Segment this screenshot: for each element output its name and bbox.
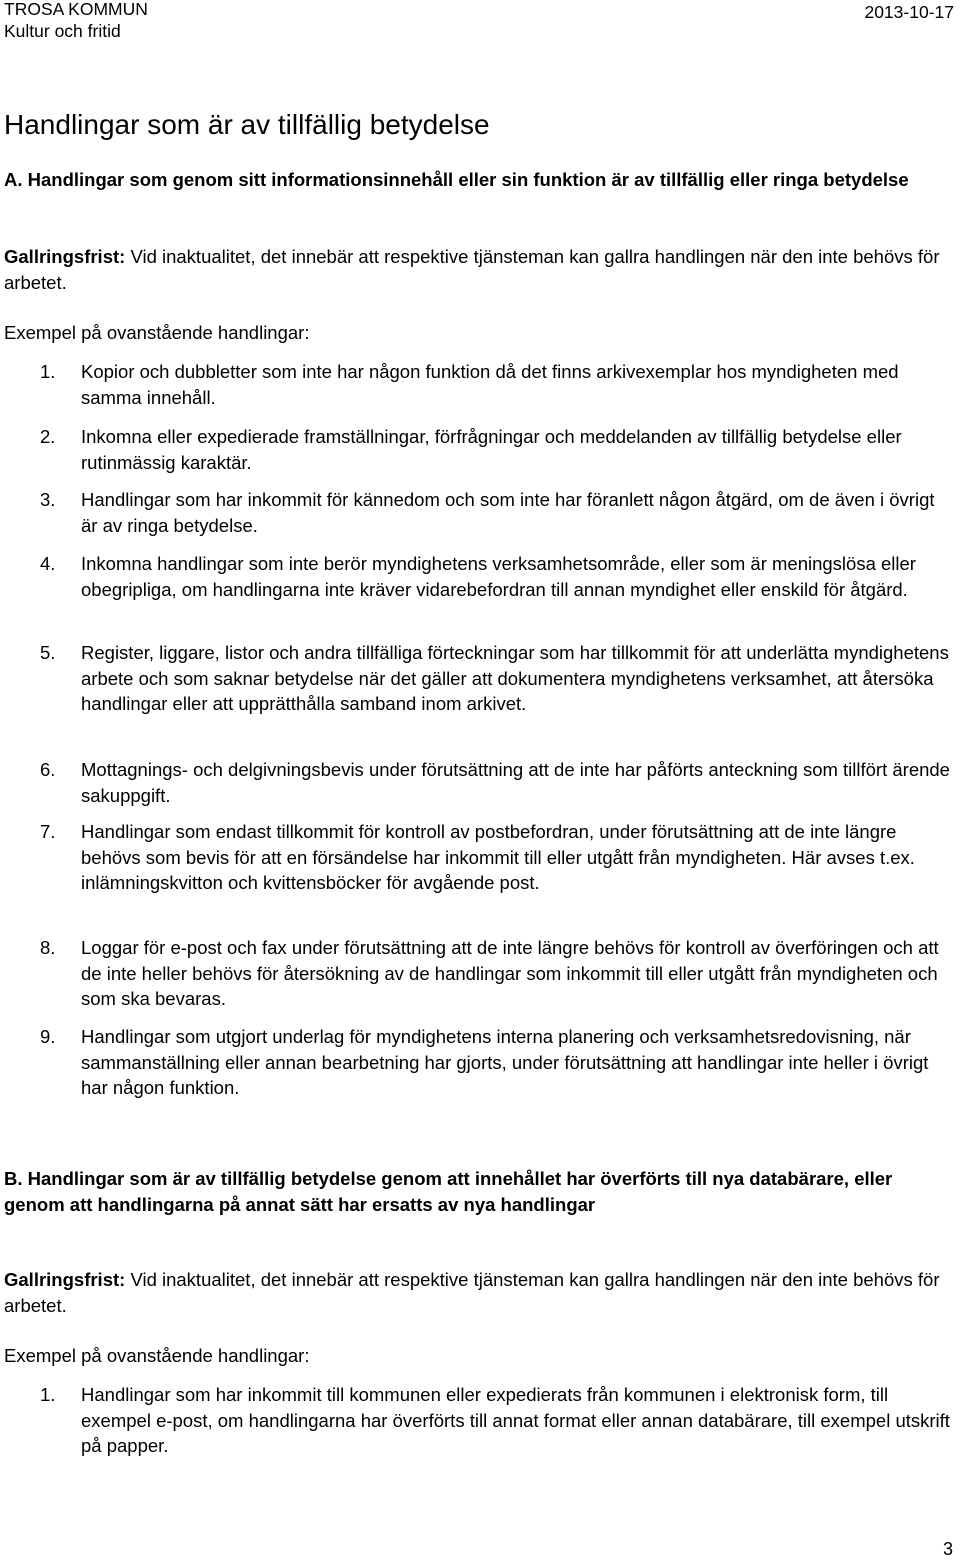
list-item-text: Handlingar som har inkommit till kommunen eller expedierats från kommunen i elektronisk form, till exempel e-post, om handlingarna har överförts till annat format eller annan databärare, till exempel utskrift på papper. [81,1384,950,1456]
list-item-number: 1. [40,1384,56,1405]
list-item-number: 2. [40,426,56,447]
list-item-text: Kopior och dubbletter som inte har någon funktion då det finns arkivexemplar hos myndigheten med samma innehåll. [81,361,899,408]
list-item [4,1382,954,1459]
list-item [4,424,954,475]
section-b-title: B. Handlingar som är av tillfällig betydelse genom att innehållet har överförts till nya databärare, eller genom att handlingarna på annat sätt har ersatts av nya handlingar [4,1168,893,1215]
list-item-number: 5. [40,642,56,663]
list-item [4,1024,954,1101]
list-item [4,551,954,602]
org-name: TROSA KOMMUN [4,0,148,19]
list-item-text: Inkomna handlingar som inte berör myndighetens verksamhetsområde, eller som är meningslösa eller obegripliga, om handlingarna inte kräver vidarebefordran till annan myndighet eller enskild för åtgärd. [81,553,916,600]
section-b-gallringsfrist [4,1267,944,1319]
list-item-text: Loggar för e-post och fax under förutsättning att de inte längre behövs för kontroll av överföringen och att de inte heller behövs för återsökning av de handlingar som inkommit till eller utgått från myndigheten och som ska bevaras. [81,937,939,1009]
list-item [4,640,954,717]
list-item [4,819,954,896]
list-item-text: Handlingar som endast tillkommit för kontroll av postbefordran, under förutsättning att de inte längre behövs som bevis för att en försändelse har inkommit till eller utgått från myndigheten. Här avses t.ex. inlämningskvitton och kvittensböcker för avgående post. [81,821,915,893]
section-a-examples-heading: Exempel på ovanstående handlingar: [4,322,310,343]
list-item-number: 4. [40,553,56,574]
gallringsfrist-label: Gallringsfrist: [4,1269,126,1290]
section-a-gallringsfrist [4,244,944,296]
gallringsfrist-text: Vid inaktualitet, det innebär att respektive tjänsteman kan gallra handlingen när den inte behövs för arbetet. [4,1269,940,1316]
list-item [4,935,954,1012]
list-item-number: 7. [40,821,56,842]
list-item-number: 6. [40,759,56,780]
list-item-number: 8. [40,937,56,958]
list-item-text: Mottagnings- och delgivningsbevis under förutsättning att de inte har påförts anteckning som tillfört ärende sakuppgift. [81,759,950,806]
gallringsfrist-label: Gallringsfrist: [4,246,126,267]
section-b-examples-heading: Exempel på ovanstående handlingar: [4,1345,310,1366]
list-item-number: 1. [40,361,56,382]
list-item-number: 3. [40,489,56,510]
page-number: 3 [942,1539,953,1559]
document-header-left [4,0,148,42]
list-item-text: Handlingar som utgjort underlag för myndighetens interna planering och verksamhetsredovisning, när sammanställning eller annan bearbetning har gjorts, under förutsättning att handlingar inte heller i övrigt har någon funktion. [81,1026,929,1098]
list-item-number: 9. [40,1026,56,1047]
list-item-text: Register, liggare, listor och andra tillfälliga förteckningar som har tillkommit för att underlätta myndighetens arbete och som saknar betydelse när det gäller att dokumentera myndighetens verksamhet, att återsöka handlingar eller att upprätthålla samband inom arkivet. [81,642,949,714]
list-item [4,757,954,808]
department-name: Kultur och fritid [4,21,121,41]
list-item [4,359,954,410]
list-item-text: Handlingar som har inkommit för kännedom och som inte har föranlett någon åtgärd, om de även i övrigt är av ringa betydelse. [81,489,935,536]
document-date: 2013-10-17 [864,2,954,22]
list-item-text: Inkomna eller expedierade framställningar, förfrågningar och meddelanden av tillfällig betydelse eller rutinmässig karaktär. [81,426,902,473]
gallringsfrist-text: Vid inaktualitet, det innebär att respektive tjänsteman kan gallra handlingen när den inte behövs för arbetet. [4,246,940,293]
list-item [4,487,954,538]
section-a-title: A. Handlingar som genom sitt informationsinnehåll eller sin funktion är av tillfällig eller ringa betydelse [4,169,909,190]
page-title: Handlingar som är av tillfällig betydelse [4,109,490,140]
